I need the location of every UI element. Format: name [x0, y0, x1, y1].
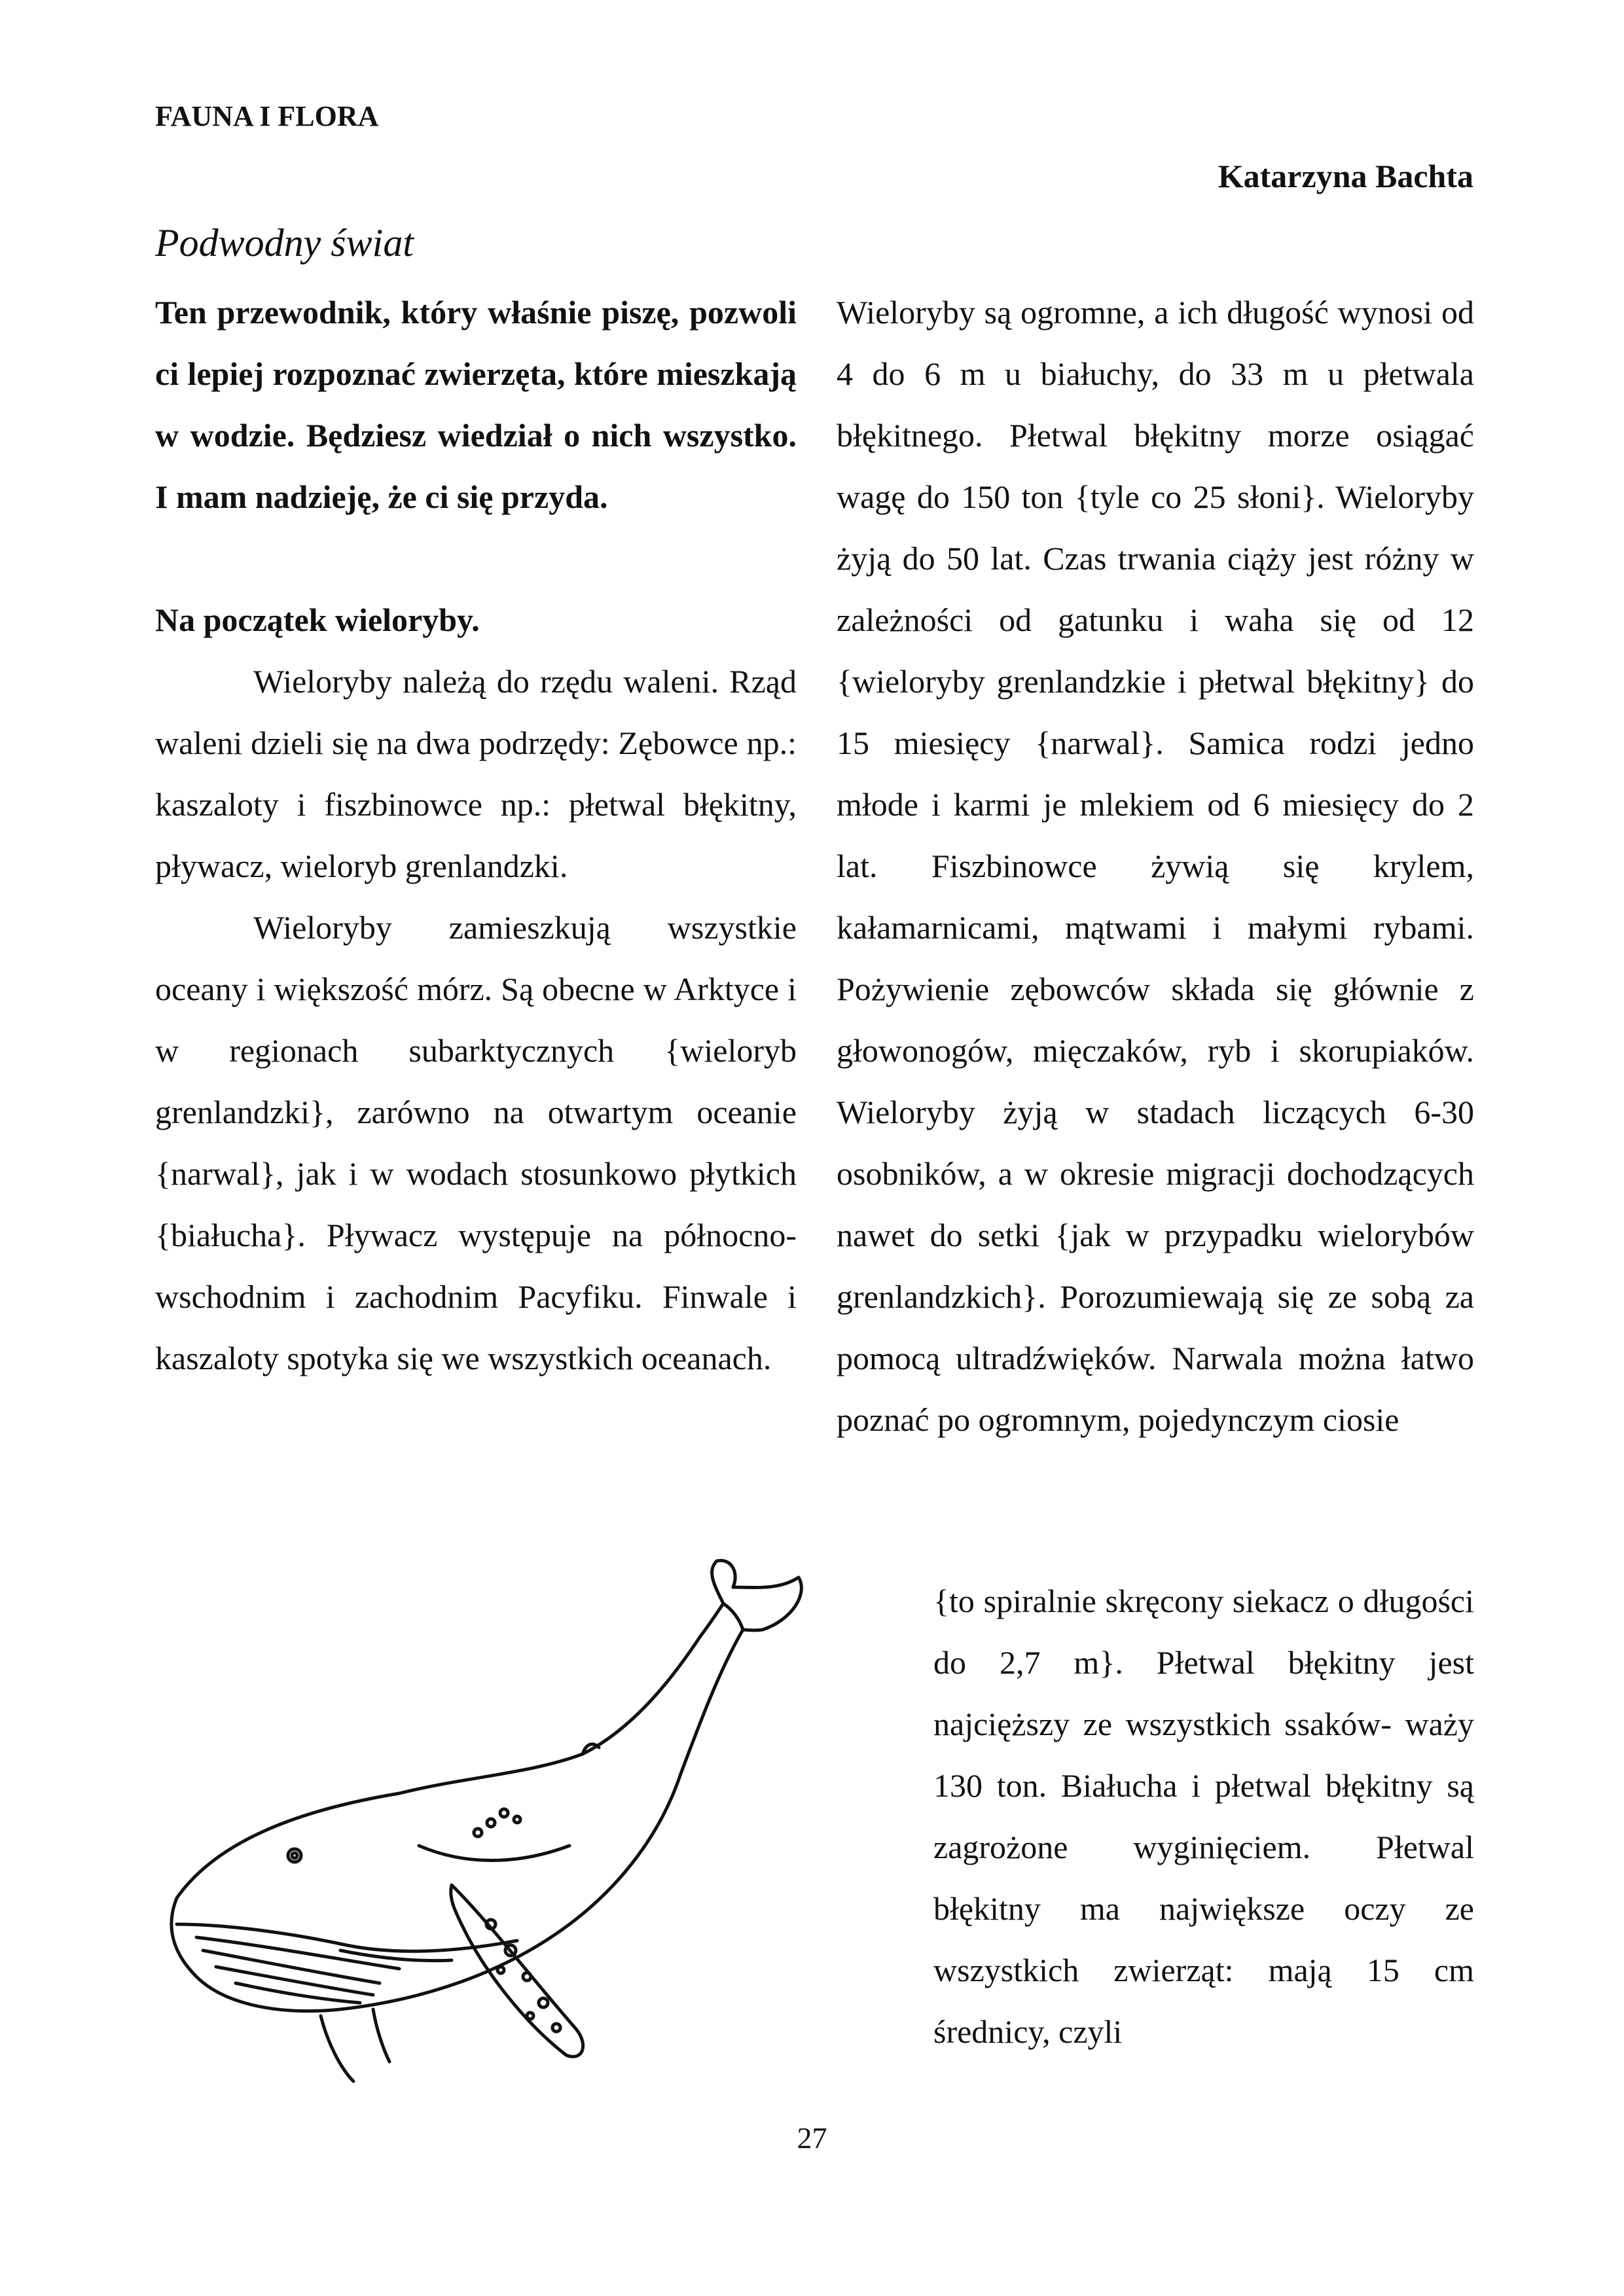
subheading: Na początek wieloryby. [155, 601, 480, 638]
section-label: FAUNA I FLORA [155, 100, 379, 132]
page-number: 27 [797, 2121, 827, 2155]
left-column [155, 281, 797, 1389]
whale-illustration [124, 1558, 910, 2121]
right-column [837, 281, 1474, 1450]
right-column-continued [933, 1570, 1474, 2062]
paragraph: Wieloryby są ogromne, a ich długość wynosi od 4 do 6 m u białuchy, do 33 m u płetwala błękitnego. Płetwal błękitny morze osiągać wagę do 150 ton {tyle co 25 słoni}. Wieloryby żyją do 50 lat. Czas trwania ciąży jest różny w zależności od gatunku i waha się od 12 {wieloryby grenlandzkie i płetwal błękitny} do 15 miesięcy {narwal}. Samica rodzi jedno młode i karmi je mlekiem od 6 miesięcy do 2 lat. Fiszbinowce żywią się krylem, kałamarnicami, mątwami i małymi rybami. Pożywienie zębowców składa się głównie z głowonogów, mięczaków, ryb i skorupiaków. Wieloryby żyją w stadach liczących 6-30 osobników, a w okresie migracji dochodzących nawet do setki {jak w przypadku wielorybów grenlandzkich}. Porozumiewają się ze sobą za pomocą ultradźwięków. Narwala można łatwo poznać po ogromnym, pojedynczym ciosie [837, 294, 1474, 1438]
article-title: Podwodny świat [155, 221, 414, 264]
paragraph: Wieloryby należą do rzędu waleni. Rząd waleni dzieli się na dwa podrzędy: Zębowce np.: kaszaloty i fiszbinowce np.: płetwal błękitny, pływacz, wieloryb grenlandzki. [155, 663, 797, 884]
paragraph: {to spiralnie skręcony siekacz o długości do 2,7 m}. Płetwal błękitny jest najcięższy ze wszystkich ssaków- waży 130 ton. Białucha i płetwal błękitny są zagrożone wyginięciem. Płetwal błękitny ma największe oczy ze wszystkich zwierząt: mają 15 cm średnicy, czyli [933, 1583, 1474, 2050]
paragraph: Wieloryby zamieszkują wszystkie oceany i większość mórz. Są obecne w Arktyce i w regionach subarktycznych {wieloryb grenlandzki}, zarówno na otwartym oceanie {narwal}, jak i w wodach stosunkowo płytkich {białucha}. Pływacz występuje na północno-wschodnim i zachodnim Pacyfiku. Finwale i kaszaloty spotyka się we wszystkich oceanach. [155, 909, 797, 1376]
author-name: Katarzyna Bachta [1218, 158, 1473, 194]
article-lead: Ten przewodnik, który właśnie piszę, pozwoli ci lepiej rozpoznać zwierzęta, które mieszkają w wodzie. Będziesz wiedział o nich wszystko. I mam nadzieję, że ci się przyda. [155, 294, 797, 515]
